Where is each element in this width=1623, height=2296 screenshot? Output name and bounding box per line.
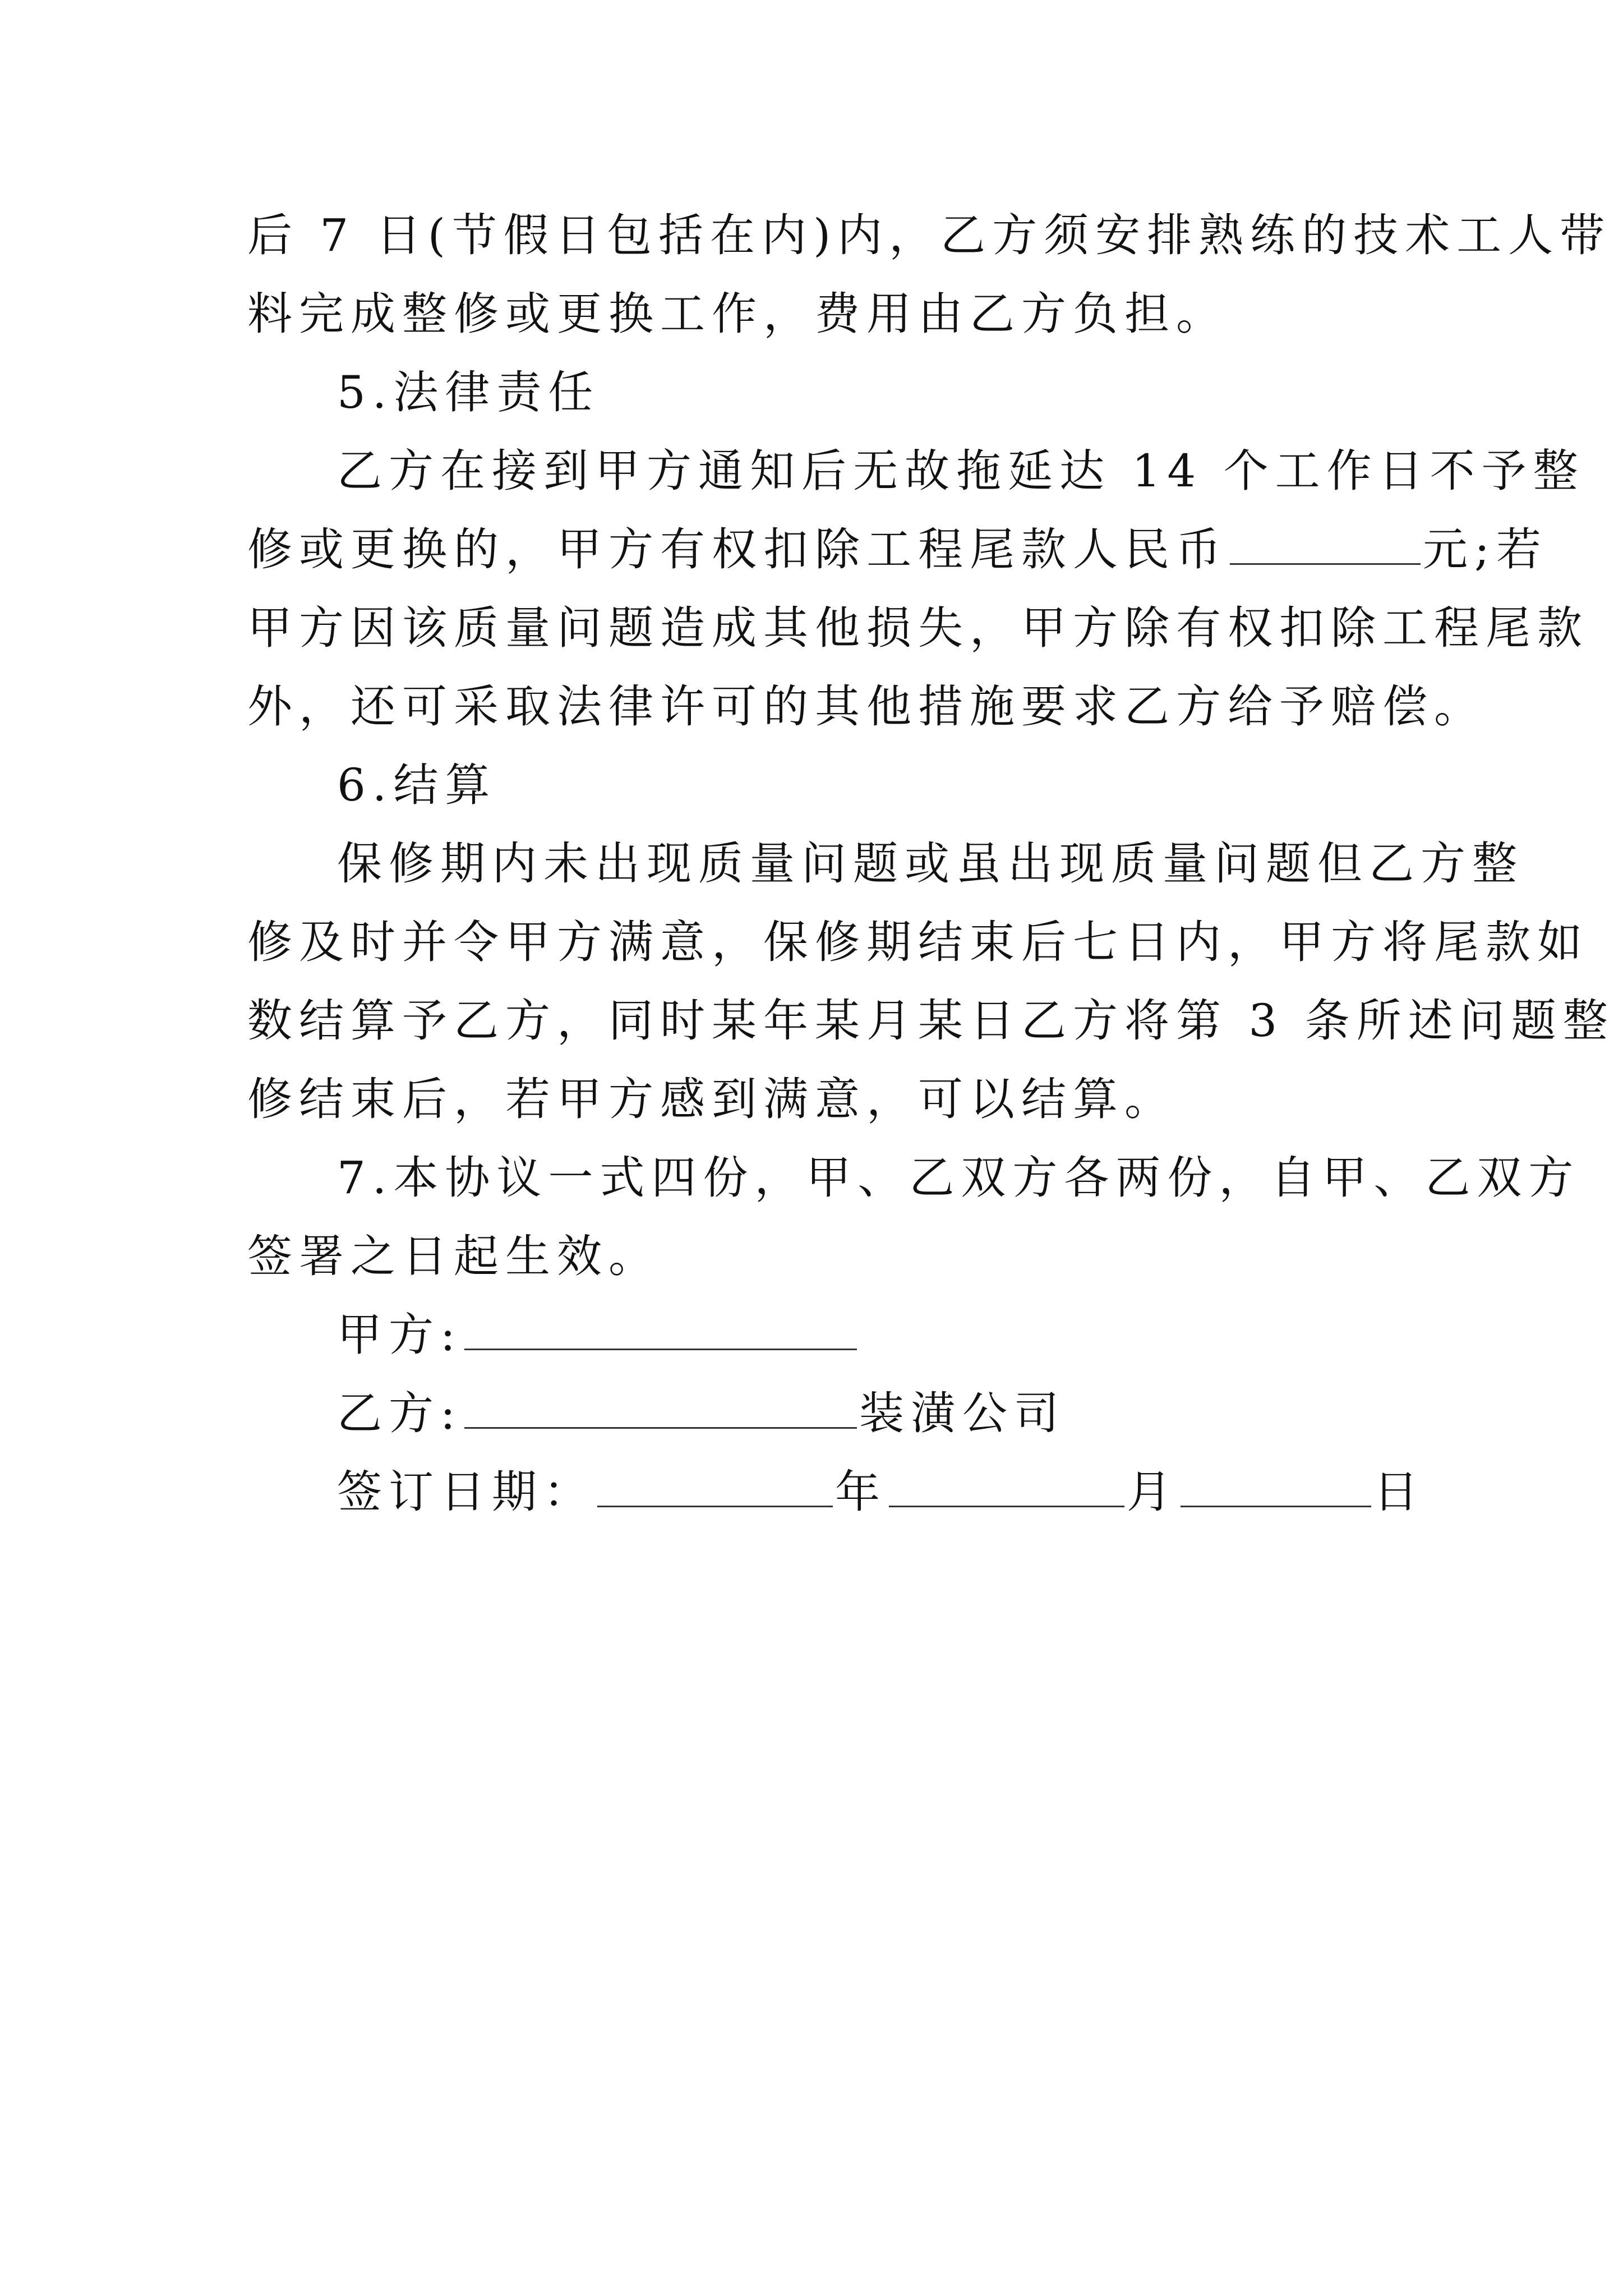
paragraph-line: 甲方因该质量问题造成其他损失，甲方除有权扣除工程尾款 bbox=[247, 602, 1589, 654]
paragraph-line: 保修期内未出现质量问题或虽出现质量问题但乙方整 bbox=[337, 838, 1524, 890]
signing-date-label: 签订日期： bbox=[337, 1466, 595, 1518]
paragraph-line: 料完成整修或更换工作，费用由乙方负担。 bbox=[247, 288, 1228, 340]
paragraph-line: 修及时并令甲方满意，保修期结束后七日内，甲方将尾款如 bbox=[247, 916, 1589, 968]
year-label: 年 bbox=[835, 1466, 887, 1518]
paragraph-text: 元;若 bbox=[1423, 523, 1548, 576]
day-label: 日 bbox=[1373, 1466, 1425, 1518]
paragraph-line: 修结束后，若甲方感到满意，可以结算。 bbox=[247, 1073, 1176, 1125]
paragraph-line: 数结算予乙方，同时某年某月某日乙方将第 3 条所述问题整 bbox=[247, 995, 1615, 1047]
section-heading-legal-liability: 5.法律责任 bbox=[337, 366, 600, 418]
month-label: 月 bbox=[1127, 1466, 1178, 1518]
paragraph-text: 修或更换的，甲方有权扣除工程尾款人民币 bbox=[247, 523, 1228, 576]
party-b-line bbox=[337, 1386, 1066, 1442]
paragraph-line: 乙方在接到甲方通知后无故拖延达 14 个工作日不予整 bbox=[337, 445, 1585, 497]
year-blank bbox=[597, 1466, 833, 1507]
paragraph-line: 后 7 日(节假日包括在内)内，乙方须安排熟练的技术工人带 bbox=[247, 209, 1612, 261]
party-b-label: 乙方: bbox=[337, 1387, 462, 1439]
day-blank bbox=[1181, 1466, 1371, 1507]
month-blank bbox=[889, 1466, 1124, 1507]
party-b-suffix: 装潢公司 bbox=[859, 1387, 1066, 1439]
paragraph-line: 签署之日起生效。 bbox=[247, 1230, 660, 1282]
signing-date-line bbox=[337, 1464, 1425, 1520]
paragraph-line: 7.本协议一式四份，甲、乙双方各两份，自甲、乙双方 bbox=[337, 1152, 1580, 1204]
paragraph-line: 外，还可采取法律许可的其他措施要求乙方给予赔偿。 bbox=[247, 680, 1486, 733]
paragraph-line bbox=[247, 522, 1548, 578]
amount-blank bbox=[1230, 524, 1421, 565]
party-a-line bbox=[337, 1307, 859, 1363]
party-b-blank bbox=[464, 1388, 857, 1429]
party-a-blank bbox=[464, 1309, 857, 1350]
section-heading-settlement: 6.结算 bbox=[337, 759, 497, 811]
party-a-label: 甲方: bbox=[337, 1309, 462, 1361]
